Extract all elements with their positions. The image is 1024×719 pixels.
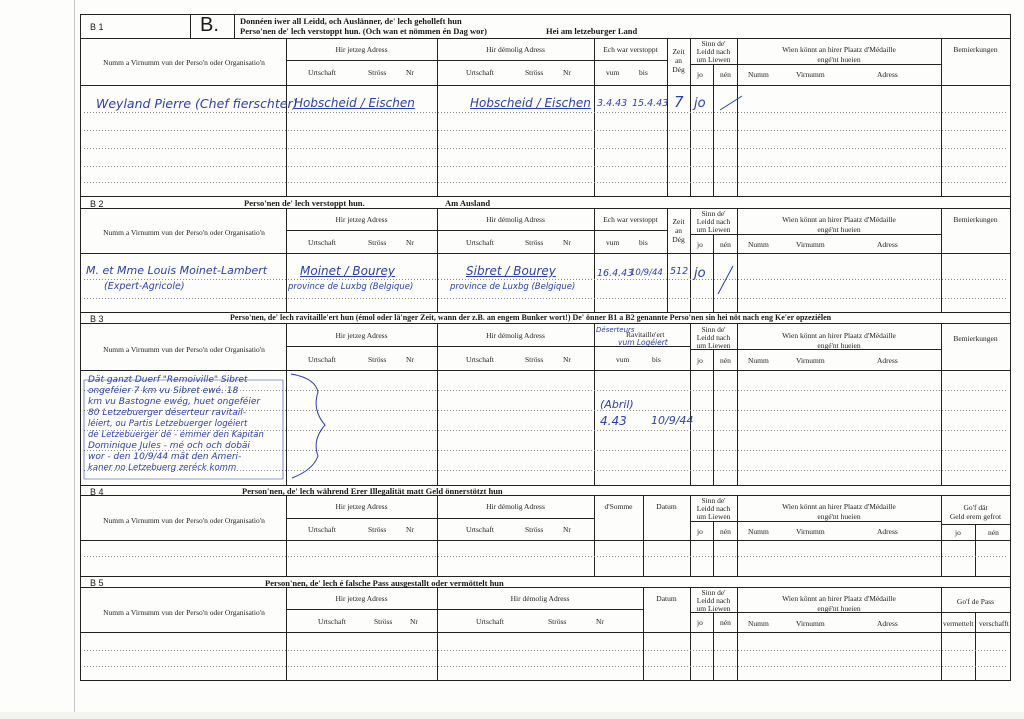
b1-header-no: nén <box>720 70 731 79</box>
b1-header-meaning-2: Leidd nach <box>696 47 731 56</box>
b3-entry-name-line-9: kaner no Letzebuerg zeréck komm <box>88 463 237 473</box>
b4-header-numm: Numm <box>748 527 769 536</box>
b3-header-current-address: Hir jetzeg Adress <box>335 331 388 340</box>
b2-entry-former-1: Sibret / Bourey <box>466 264 556 278</box>
b3-note-logeiert: vum Logéiert <box>618 338 668 347</box>
b1-header-strooss: Ströss <box>368 68 387 77</box>
b5-header-meaning-2: Leidd nach <box>696 596 731 605</box>
b3-header-virnumm: Virnumm <box>796 356 825 365</box>
b2-entry-from: 16.4.43 <box>597 268 634 279</box>
b3-header-remarks: Bemierkungen <box>953 334 998 343</box>
b4-header-meaning-2: Leidd nach <box>696 504 731 513</box>
b2-entry-former-2: province de Luxbg (Belgique) <box>450 282 576 292</box>
b1-entry-days: 7 <box>674 93 684 111</box>
b3-header-strooss: Ströss <box>368 355 387 364</box>
b5-header-medal-2: engé'nt hueien <box>817 604 861 613</box>
b3-header-medal-1: Wien könnt an hirer Plaatz d'Médaille <box>782 331 896 340</box>
section-b1-title-right: Hei am letzeburger Land <box>546 26 638 36</box>
b3-entry-to: 10/9/44 <box>651 414 694 427</box>
b2-header-urtschaft: Urtschaft <box>308 238 336 247</box>
b4-header-meaning-1: Sinn de' <box>701 496 726 505</box>
b2-entry-name-2: (Expert-Agricole) <box>104 281 185 292</box>
b4-header-yes: jo <box>697 527 703 536</box>
b2-header-current-address: Hir jetzeg Adress <box>335 215 388 224</box>
b1-header-from: vum <box>606 68 620 77</box>
b5-header-urtschaft: Urtschaft <box>318 617 346 626</box>
b1-header-former-address: Hir démolig Adress <box>486 45 545 54</box>
b2-header-numm: Numm <box>748 240 769 249</box>
b3-entry-name-line-7: Dominique Jules - mé och och dobäi <box>88 441 250 451</box>
b3-entry-name-line-2: ongeféier 7 km vu Sibret ewé. 18 <box>88 386 239 396</box>
b1-header-to: bis <box>639 68 648 77</box>
b3-header-yes: jo <box>697 356 703 365</box>
b3-header-urtschaft-2: Urtschaft <box>466 355 494 364</box>
b1-pen-stroke <box>720 96 742 110</box>
b2-header-meaning-3: um Liewen <box>696 225 731 234</box>
b4-header-nr-2: Nr <box>563 525 571 534</box>
b2-header-adress: Adress <box>877 240 898 249</box>
b5-header-medal-1: Wien könnt an hirer Plaatz d'Médaille <box>782 594 896 603</box>
b2-header-nr-2: Nr <box>563 238 571 247</box>
b1-header-virnumm: Virnumm <box>796 70 825 79</box>
b5-header-current-address: Hir jetzeg Adress <box>335 594 388 603</box>
b1-header-numm: Numm <box>748 70 769 79</box>
b2-header-meaning-2: Leidd nach <box>696 217 731 226</box>
b4-header-sum: d'Somme <box>604 502 633 511</box>
b3-header-meaning-1: Sinn de' <box>701 325 726 334</box>
b4-header-medal-2: engé'nt hueien <box>817 512 861 521</box>
b2-header-name: Numm a Virnumm vun der Perso'n oder Organisatio'n <box>103 228 265 237</box>
b5-header-strooss: Ströss <box>374 617 393 626</box>
section-b1-code: B 1 <box>90 22 104 32</box>
b4-header-date: Datum <box>656 502 677 511</box>
b4-header-geld-1: Go'f dät <box>963 503 988 512</box>
b1-header-strooss-2: Ströss <box>525 68 544 77</box>
section-b1-title-line1: Donnéen iwer all Leidd, och Auslänner, de' lech geholleft hun <box>240 16 462 26</box>
b3-header-name: Numm a Virnumm vun der Perso'n oder Organisatio'n <box>103 345 265 354</box>
b5-header-virnumm: Virnumm <box>796 619 825 628</box>
b3-brace-stroke <box>291 374 325 478</box>
b5-header-vermettelt: vermettelt <box>943 619 974 628</box>
b5-header-date: Datum <box>656 594 677 603</box>
b3-entry-name-line-8: wor - den 10/9/44 mät den Ameri- <box>88 452 242 462</box>
b3-header-no: nén <box>720 356 731 365</box>
b3-header-numm: Numm <box>748 356 769 365</box>
b2-entry-name-1: M. et Mme Louis Moinet-Lambert <box>86 264 268 277</box>
b3-header-nr: Nr <box>406 355 414 364</box>
b5-header-nr: Nr <box>410 617 418 626</box>
b4-header-urtschaft-2: Urtschaft <box>466 525 494 534</box>
section-b5-code: B 5 <box>90 578 104 588</box>
b2-header-from: vum <box>606 238 620 247</box>
b3-header-ravitailleert: Ravitaille'ert <box>626 330 665 339</box>
b5-header-yes: jo <box>697 618 703 627</box>
b3-header-former-address: Hir démolig Adress <box>486 331 545 340</box>
b2-entry-current-2: province de Luxbg (Belgique) <box>288 282 414 292</box>
b3-header-urtschaft: Urtschaft <box>308 355 336 364</box>
b1-header-current-address: Hir jetzeg Adress <box>335 45 388 54</box>
section-b5-title: Person'nen, de' lech é falsche Pass ausgestallt oder vermöttelt hun <box>265 578 504 588</box>
b2-header-meaning-1: Sinn de' <box>701 209 726 218</box>
b1-header-remarks: Bemierkungen <box>953 45 998 54</box>
b2-entry-current-1: Moinet / Bourey <box>300 264 395 278</box>
b1-entry-yes: jo <box>694 96 706 111</box>
b5-header-verschafft: verschafft <box>979 619 1009 628</box>
section-b2-code: B 2 <box>90 199 104 209</box>
section-b1-letter: B. <box>200 14 219 36</box>
section-b3-code: B 3 <box>90 314 104 324</box>
b2-header-urtschaft-2: Urtschaft <box>466 238 494 247</box>
b4-header-urtschaft: Urtschaft <box>308 525 336 534</box>
b5-header-adress: Adress <box>877 619 898 628</box>
b1-header-medal-2: engé'nt hueien <box>817 55 861 64</box>
b3-header-from: vum <box>616 355 630 364</box>
b1-header-urtschaft: Urtschaft <box>308 68 336 77</box>
b1-entry-to: 15.4.43 <box>632 98 669 109</box>
b1-header-time-3: Dég <box>672 65 685 74</box>
b3-header-meaning-3: um Liewen <box>696 341 731 350</box>
b4-header-geld-yes: jo <box>955 528 961 537</box>
b1-header-adress: Adress <box>877 70 898 79</box>
b3-header-nr-2: Nr <box>563 355 571 364</box>
b4-header-virnumm: Virnumm <box>796 527 825 536</box>
b2-header-medal-1: Wien könnt an hirer Plaatz d'Médaille <box>782 215 896 224</box>
b3-entry-name-line-4: 80 Letzebuerger déserteur ravitail- <box>88 408 246 418</box>
b3-entry-name-line-1: Dät ganzt Duerf "Remoiville" Sibret <box>88 375 248 385</box>
b1-header-hidden: Ech war verstoppt <box>603 45 658 54</box>
b3-header-meaning-2: Leidd nach <box>696 333 731 342</box>
b1-entry-current-address: Hobscheid / Eischen <box>294 96 415 110</box>
b2-header-time-2: an <box>674 226 683 235</box>
b4-header-former-address: Hir démolig Adress <box>486 502 545 511</box>
b5-header-meaning-3: um Liewen <box>696 604 731 613</box>
b1-entry-from: 3.4.43 <box>597 98 628 109</box>
b3-entry-name-line-6: de Letzebuerger dé - émmer den Kapitän <box>88 430 264 440</box>
b5-header-former-address: Hir démolig Adress <box>510 594 570 603</box>
b1-entry-former-address: Hobscheid / Eischen <box>470 96 591 110</box>
b2-header-virnumm: Virnumm <box>796 240 825 249</box>
b1-header-time-1: Zeit <box>672 47 685 56</box>
b3-header-strooss-2: Ströss <box>525 355 544 364</box>
b2-entry-to: 10/9/44 <box>630 268 663 278</box>
b4-header-nr: Nr <box>406 525 414 534</box>
b2-header-nr: Nr <box>406 238 414 247</box>
b5-header-name: Numm a Virnumm vun der Perso'n oder Organisatio'n <box>103 608 265 617</box>
b4-header-strooss: Ströss <box>368 525 387 534</box>
b1-header-urtschaft-2: Urtschaft <box>466 68 494 77</box>
section-b2-title-right: Am Ausland <box>445 198 491 208</box>
b2-header-strooss-2: Ströss <box>525 238 544 247</box>
b3-note-deserteurs: Déserteurs <box>596 326 635 334</box>
section-b1-title-line2: Perso'nen de' lech verstoppt hun. (Och wan et nömmen én Dag wor) <box>240 26 487 36</box>
b4-header-geld-2: Geld erem gefrot <box>949 512 1002 521</box>
b1-header-time-2: an <box>674 56 683 65</box>
b1-header-name: Numm a Virnumm vun der Perso'n oder Organisatio'n <box>103 58 265 67</box>
b2-header-time-3: Dég <box>672 235 685 244</box>
b3-entry-from-1: (Abril) <box>600 398 634 411</box>
b2-header-to: bis <box>639 238 648 247</box>
b4-header-geld-no: nén <box>988 528 999 537</box>
b4-header-adress: Adress <box>877 527 898 536</box>
b4-header-current-address: Hir jetzeg Adress <box>335 502 388 511</box>
b5-header-urtschaft-2: Urtschaft <box>476 617 504 626</box>
b5-header-meaning-1: Sinn de' <box>701 588 726 597</box>
b3-header-medal-2: engé'nt hueien <box>817 341 861 350</box>
section-b3-title: Perso'nen, de' lech ravitaille'ert hun (émol oder lä'nger Zeit, wann der z.B. an engem Bunker wort!) De' önner B1 a B2 genannte Perso'nen sin hei nöt nach eng Ke'er opzeziélen <box>230 313 832 322</box>
b5-header-strooss-2: Ströss <box>548 617 567 626</box>
b1-entry-name: Weyland Pierre (Chef fierschter) <box>96 96 298 111</box>
b3-entry-name-line-3: km vu Bastogne ewég, huet ongeféier <box>88 397 261 407</box>
b2-header-yes: jo <box>697 240 703 249</box>
section-b2-title: Perso'nen de' lech verstoppt hun. <box>244 198 365 208</box>
section-b4-code: B 4 <box>90 487 104 497</box>
b1-header-nr: Nr <box>406 68 414 77</box>
b1-header-nr-2: Nr <box>563 68 571 77</box>
b4-header-meaning-3: um Liewen <box>696 512 731 521</box>
section-b4-title: Person'nen, de' lech während Erer Illegalität matt Geld önnerstötzt hun <box>242 486 503 496</box>
b2-entry-days: 512 <box>670 266 689 277</box>
b3-entry-name-line-5: léiert, ou Partis Letzebuerger logéiert <box>88 419 248 429</box>
b4-header-no: nén <box>720 527 731 536</box>
b2-header-no: nén <box>720 240 731 249</box>
b3-entry-from-2: 4.43 <box>600 414 627 428</box>
b4-header-strooss-2: Ströss <box>525 525 544 534</box>
b4-header-medal-1: Wien könnt an hirer Plaatz d'Médaille <box>782 502 896 511</box>
b2-header-medal-2: engé'nt hueien <box>817 225 861 234</box>
b5-header-no: nén <box>720 618 731 627</box>
b2-header-time-1: Zeit <box>672 217 685 226</box>
b2-header-former-address: Hir démolig Adress <box>486 215 545 224</box>
b2-header-hidden: Ech war verstoppt <box>603 215 658 224</box>
b2-header-strooss: Ströss <box>368 238 387 247</box>
b5-header-nr-2: Nr <box>596 617 604 626</box>
b3-header-to: bis <box>652 355 661 364</box>
page-bottom-fold <box>0 712 1024 719</box>
b1-header-medal-1: Wien könnt an hirer Plaatz d'Médaille <box>782 45 896 54</box>
b1-header-meaning-3: um Liewen <box>696 55 731 64</box>
b5-header-numm: Numm <box>748 619 769 628</box>
b1-header-yes: jo <box>697 70 703 79</box>
b3-header-adress: Adress <box>877 356 898 365</box>
b2-header-remarks: Bemierkungen <box>953 215 998 224</box>
b1-header-meaning-1: Sinn de' <box>701 39 726 48</box>
b2-entry-yes: jo <box>694 266 706 281</box>
b4-header-name: Numm a Virnumm vun der Perso'n oder Organisatio'n <box>103 516 265 525</box>
b5-header-pass: Go'f de Pass <box>956 597 995 606</box>
